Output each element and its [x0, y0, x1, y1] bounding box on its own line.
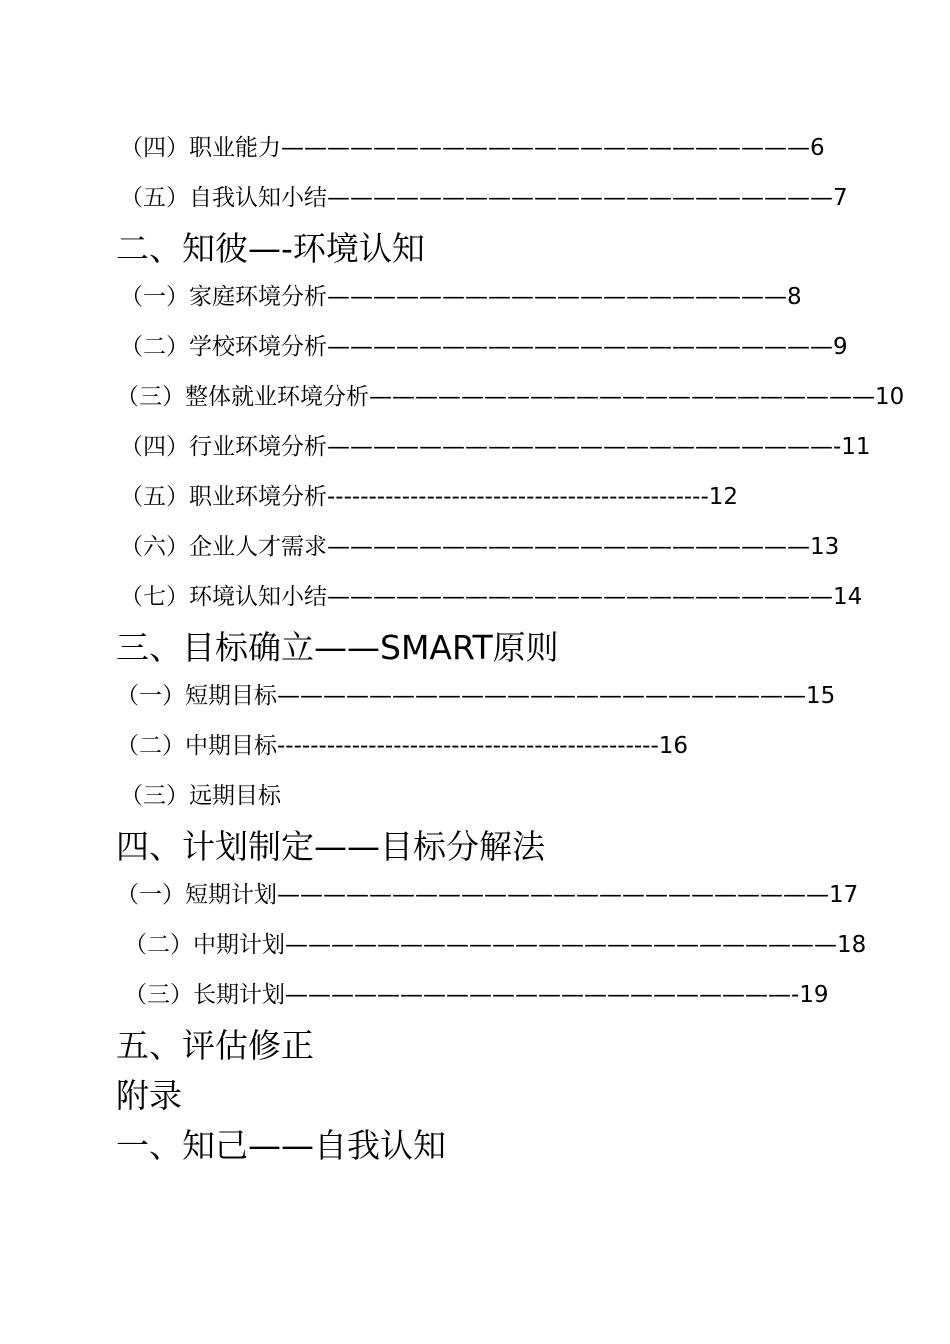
- toc-entry-short-term-goal: （一）短期目标———————————————————————15: [116, 683, 836, 709]
- toc-entry-school-environment: （二）学校环境分析——————————————————————9: [120, 334, 848, 360]
- toc-heading-self-awareness: 一、知己——自我认知: [116, 1126, 446, 1165]
- toc-heading-environment-awareness: 二、知彼—-环境认知: [116, 229, 425, 268]
- toc-heading-appendix: 附录: [116, 1076, 182, 1115]
- toc-entry-industry-environment: （四）行业环境分析——————————————————————-11: [120, 434, 871, 460]
- toc-entry-long-term-goal: （三）远期目标: [120, 783, 281, 809]
- toc-entry-mid-term-plan: （二）中期计划————————————————————————18: [124, 932, 867, 958]
- toc-heading-evaluation: 五、评估修正: [116, 1026, 314, 1065]
- toc-entry-self-awareness-summary: （五）自我认知小结——————————————————————7: [120, 185, 848, 211]
- toc-entry-occupational-ability: （四）职业能力———————————————————————6: [120, 135, 825, 161]
- toc-entry-family-environment: （一）家庭环境分析————————————————————8: [120, 284, 802, 310]
- toc-entry-talent-demand: （六）企业人才需求—————————————————————13: [120, 534, 840, 560]
- toc-entry-environment-summary: （七）环境认知小结——————————————————————14: [120, 584, 863, 610]
- toc-entry-career-environment: （五）职业环境分析----------------------------------------------12: [120, 484, 739, 510]
- toc-heading-goal-setting: 三、目标确立——SMART原则: [116, 628, 559, 667]
- toc-entry-employment-environment: （三）整体就业环境分析——————————————————————10: [116, 384, 905, 410]
- toc-heading-plan-making: 四、计划制定——目标分解法: [116, 827, 545, 866]
- toc-entry-short-term-plan: （一）短期计划————————————————————————17: [116, 882, 859, 908]
- toc-entry-long-term-plan: （三）长期计划——————————————————————-19: [124, 982, 829, 1008]
- toc-entry-mid-term-goal: （二）中期目标----------------------------------------------16: [116, 733, 689, 759]
